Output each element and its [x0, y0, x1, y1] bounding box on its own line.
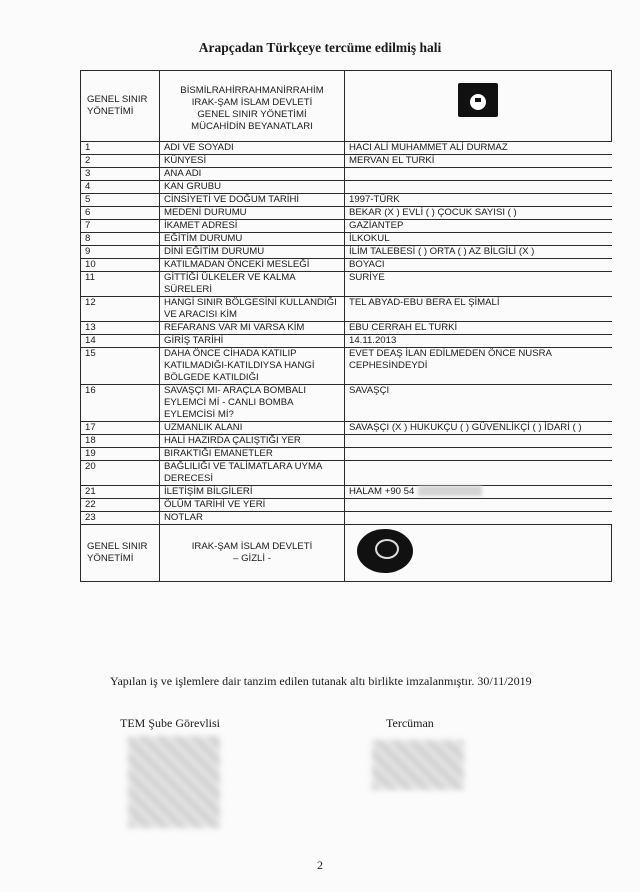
table-row: [81, 461, 612, 486]
row-value-text: SURİYE: [349, 272, 385, 283]
row-value: [345, 499, 612, 512]
row-value: [345, 448, 612, 461]
row-number-text: 17: [85, 422, 96, 433]
row-number: [81, 272, 160, 297]
row-value-text: EBU CERRAH EL TURKİ: [349, 322, 458, 333]
row-field-text: HANGİ SINIR BÖLGESİNİ KULLANDIĞI VE ARACISI KİM: [164, 297, 337, 320]
row-field: [160, 207, 345, 220]
row-value-text: İLİM TALEBESİ ( ) ORTA ( ) AZ BİLGİLİ (X ): [349, 246, 535, 257]
table-row: [81, 348, 612, 385]
row-value-text: SAVAŞÇI: [349, 385, 390, 396]
row-field-text: KAN GRUBU: [164, 181, 222, 192]
row-value: [345, 246, 612, 259]
row-number-text: 23: [85, 512, 96, 523]
row-field: [160, 246, 345, 259]
row-field-text: KATILMADAN ÖNCEKİ MESLEĞİ: [164, 259, 310, 270]
row-field: [160, 142, 345, 155]
row-field: [160, 297, 345, 322]
row-value: [345, 385, 612, 422]
row-number-text: 11: [85, 272, 95, 283]
row-number: [81, 348, 160, 385]
row-number-text: 22: [85, 499, 96, 510]
redacted-phone: [418, 486, 482, 496]
row-value: [345, 322, 612, 335]
row-value-text: GAZİANTEP: [349, 220, 404, 231]
table-row: [81, 335, 612, 348]
row-field-text: İKAMET ADRESİ: [164, 220, 238, 231]
row-field: [160, 461, 345, 486]
row-value: [345, 335, 612, 348]
signature-label-right: Tercüman: [386, 716, 434, 730]
row-field-text: KÜNYESİ: [164, 155, 207, 166]
row-value: [345, 181, 612, 194]
row-number: [81, 322, 160, 335]
row-field-text: ÖLÜM TARİHİ VE YERİ: [164, 499, 266, 510]
row-number: [81, 155, 160, 168]
table-row: [81, 448, 612, 461]
row-field-text: NOTLAR: [164, 512, 203, 523]
row-field-text: DAHA ÖNCE CİHADA KATILIP KATILMADIĞI-KATILDIYSA HANGİ BÖLGEDE KATILDIĞI: [164, 348, 315, 383]
row-number: [81, 499, 160, 512]
row-number: [81, 385, 160, 422]
footer-left-cell: GENEL SINIR YÖNETİMİ: [81, 525, 160, 582]
row-value: [345, 272, 612, 297]
row-value-text: TEL ABYAD-EBU BERA EL ŞİMALİ: [349, 297, 500, 308]
footer-line: – GİZLİ -: [233, 553, 271, 564]
document-title: Arapçadan Türkçeye tercüme edilmiş hali: [198, 40, 442, 55]
row-number-text: 3: [85, 168, 91, 179]
row-field-text: EĞİTİM DURUMU: [164, 233, 243, 244]
table-row: [81, 168, 612, 181]
table-row: [81, 259, 612, 272]
row-value: [345, 233, 612, 246]
row-number-text: 6: [85, 207, 91, 218]
row-value: [345, 461, 612, 486]
table-row: [81, 181, 612, 194]
row-number-text: 10: [85, 259, 96, 270]
table-header-row: [81, 71, 612, 142]
row-number: [81, 422, 160, 435]
row-field: [160, 220, 345, 233]
row-field: [160, 168, 345, 181]
row-number: [81, 486, 160, 499]
row-number-text: 19: [85, 448, 96, 459]
row-field-text: BAĞLILIĞI VE TALİMATLARA UYMA DERECESİ: [164, 461, 322, 484]
table-row: [81, 422, 612, 435]
table-row: [81, 155, 612, 168]
row-field: [160, 422, 345, 435]
row-value-text: BOYACI: [349, 259, 385, 270]
header-line: GENEL SINIR YÖNETİMİ: [197, 109, 307, 120]
row-value-text: 1997-TÜRK: [349, 194, 400, 205]
table-row: [81, 233, 612, 246]
row-field-text: GİTTİĞİ ÜLKELER VE KALMA SÜRELERİ: [164, 272, 296, 295]
table-row: [81, 142, 612, 155]
row-number: [81, 335, 160, 348]
row-field-text: HALİ HAZIRDA ÇALIŞTIĞI YER: [164, 435, 301, 446]
row-field-text: ADI VE SOYADI: [164, 142, 234, 153]
table-footer-row: [81, 525, 612, 582]
row-field-text: DİNİ EĞİTİM DURUMU: [164, 246, 265, 257]
row-number: [81, 220, 160, 233]
row-field: [160, 233, 345, 246]
row-number-text: 20: [85, 461, 96, 472]
row-number-text: 14: [85, 335, 96, 346]
row-number-text: 21: [85, 486, 96, 497]
row-number-text: 8: [85, 233, 91, 244]
row-value: [345, 259, 612, 272]
row-number-text: 9: [85, 246, 91, 257]
header-line: MÜCAHİDİN BEYANATLARI: [191, 121, 313, 132]
row-number-text: 5: [85, 194, 91, 205]
page-number: 2: [317, 858, 323, 872]
footer-seal-cell: [345, 525, 612, 582]
row-number: [81, 435, 160, 448]
row-number-text: 15: [85, 348, 96, 359]
table-row: [81, 220, 612, 233]
table-row: [81, 272, 612, 297]
row-number: [81, 168, 160, 181]
signature-label-left: TEM Şube Görevlisi: [120, 716, 220, 730]
table-body: [81, 71, 612, 582]
table-row: [81, 322, 612, 335]
row-value: [345, 168, 612, 181]
row-number: [81, 512, 160, 525]
row-field-text: BIRAKTIĞI EMANETLER: [164, 448, 273, 459]
row-field-text: CİNSİYETİ VE DOĞUM TARİHİ: [164, 194, 300, 205]
signature-left-redacted: [128, 736, 220, 828]
row-value-text: EVET DEAŞ İLAN EDİLMEDEN ÖNCE NUSRA CEPHESİNDEYDİ: [349, 348, 552, 371]
row-value: [345, 142, 612, 155]
row-number: [81, 194, 160, 207]
row-field: [160, 435, 345, 448]
row-field: [160, 486, 345, 499]
row-field-text: SAVAŞÇI MI- ARAÇLA BOMBALI EYLEMCİ Mİ - CANLI BOMBA EYLEMCİSİ Mİ?: [164, 385, 306, 420]
row-value-text: SAVAŞÇI (X ) HUKUKÇU ( ) GÜVENLİKÇİ ( ) İDARİ ( ): [349, 422, 582, 433]
row-field: [160, 348, 345, 385]
footer-mid-cell: [160, 525, 345, 582]
row-number: [81, 297, 160, 322]
row-field: [160, 194, 345, 207]
row-number-text: 4: [85, 181, 91, 192]
header-mid-cell: [160, 71, 345, 142]
signature-right-redacted: [372, 740, 464, 790]
row-field: [160, 155, 345, 168]
row-value: [345, 348, 612, 385]
row-field: [160, 512, 345, 525]
header-line: BİSMİLRAHİRRAHMANİRRAHİM: [180, 85, 324, 96]
row-value: [345, 207, 612, 220]
row-field-text: REFARANS VAR MI VARSA KİM: [164, 322, 305, 333]
row-field: [160, 322, 345, 335]
row-number: [81, 448, 160, 461]
row-value: [345, 435, 612, 448]
row-value-text: HALAM +90 54: [349, 486, 415, 497]
row-number: [81, 142, 160, 155]
row-value: [345, 486, 612, 499]
row-number: [81, 246, 160, 259]
header-left-cell: GENEL SINIR YÖNETİMİ: [81, 71, 160, 142]
row-value-text: BEKAR (X ) EVLİ ( ) ÇOCUK SAYISI ( ): [349, 207, 517, 218]
row-field: [160, 272, 345, 297]
table-row: [81, 385, 612, 422]
row-value-text: İLKOKUL: [349, 233, 390, 244]
table-row: [81, 207, 612, 220]
black-flag-logo-icon: [458, 83, 498, 117]
row-number: [81, 233, 160, 246]
row-value: [345, 297, 612, 322]
header-logo-cell: [345, 71, 612, 142]
row-value: [345, 194, 612, 207]
row-value-text: HACI ALİ MUHAMMET ALİ DURMAZ: [349, 142, 508, 153]
row-value-text: MERVAN EL TURKİ: [349, 155, 435, 166]
row-number-text: 13: [85, 322, 96, 333]
row-field: [160, 499, 345, 512]
row-value-text: 14.11.2013: [349, 335, 397, 346]
row-value: [345, 220, 612, 233]
row-field: [160, 259, 345, 272]
table-row: [81, 194, 612, 207]
row-field-text: İLETİŞİM BİLGİLERİ: [164, 486, 253, 497]
row-field: [160, 385, 345, 422]
row-value: [345, 512, 612, 525]
row-field-text: MEDENİ DURUMU: [164, 207, 247, 218]
seal-stamp-icon: [357, 529, 413, 573]
row-field-text: ANA ADI: [164, 168, 202, 179]
table-row: [81, 486, 612, 499]
row-number-text: 2: [85, 155, 91, 166]
header-line: IRAK-ŞAM İSLAM DEVLETİ: [191, 97, 313, 108]
statement-text: Yapılan iş ve işlemlere dair tanzim edilen tutanak altı birlikte imzalanmıştır. 30/11/2019: [110, 674, 532, 688]
table-row: [81, 246, 612, 259]
footer-line: IRAK-ŞAM İSLAM DEVLETİ: [191, 541, 313, 552]
row-number: [81, 259, 160, 272]
row-field: [160, 335, 345, 348]
row-number: [81, 181, 160, 194]
row-field-text: GİRİŞ TARİHİ: [164, 335, 224, 346]
row-number-text: 18: [85, 435, 96, 446]
table-row: [81, 499, 612, 512]
table-row: [81, 512, 612, 525]
row-number-text: 7: [85, 220, 91, 231]
table-row: [81, 297, 612, 322]
row-number: [81, 461, 160, 486]
declaration-table: [80, 70, 612, 582]
row-number-text: 16: [85, 385, 96, 396]
row-field-text: UZMANLIK ALANI: [164, 422, 243, 433]
row-value: [345, 422, 612, 435]
row-field: [160, 181, 345, 194]
row-number: [81, 207, 160, 220]
row-field: [160, 448, 345, 461]
table-row: [81, 435, 612, 448]
row-number-text: 1: [85, 142, 91, 153]
row-value: [345, 155, 612, 168]
row-number-text: 12: [85, 297, 96, 308]
